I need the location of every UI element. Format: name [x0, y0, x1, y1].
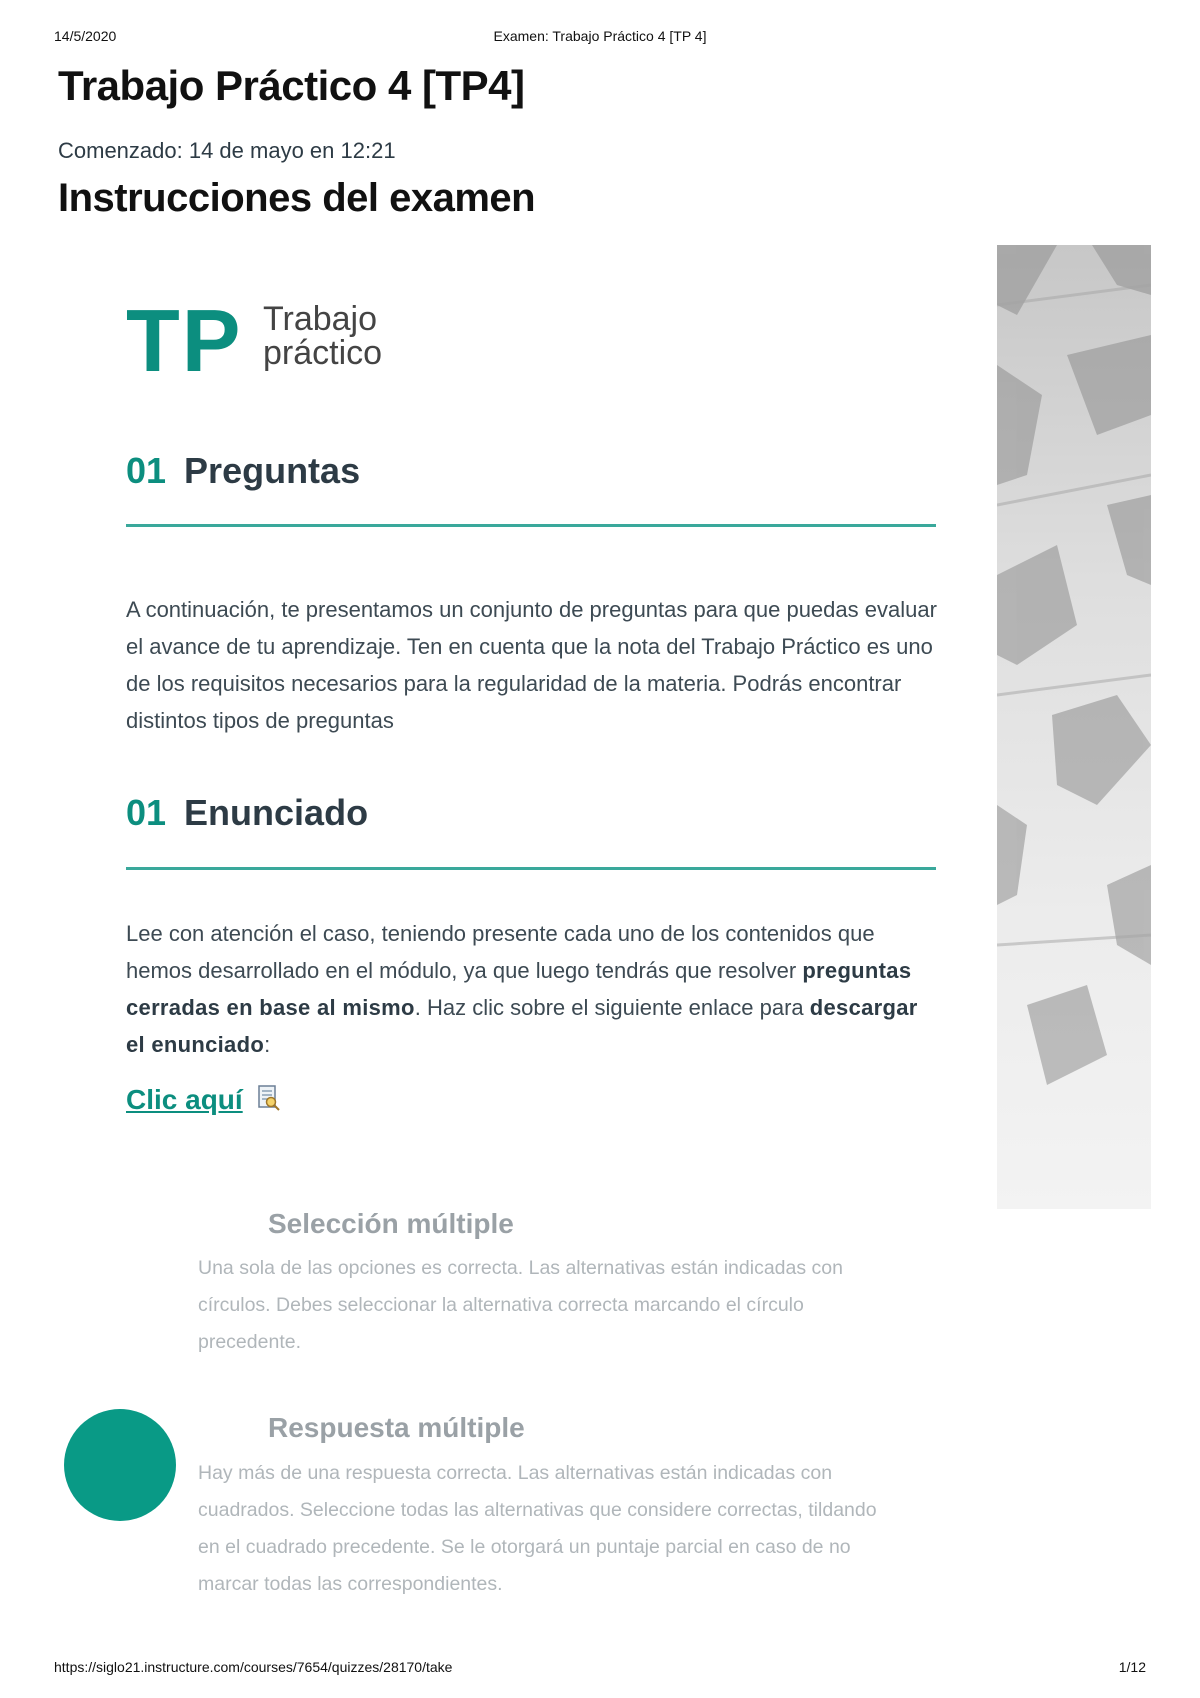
section-divider [126, 524, 936, 527]
print-header [54, 28, 1146, 46]
quiz-title: Trabajo Práctico 4 [TP4] [58, 62, 525, 109]
decorative-teal-circle [64, 1409, 176, 1521]
statement-text-3: : [264, 1032, 271, 1057]
tp-logo [126, 291, 406, 390]
questions-description: A continuación, te presentamos un conjunto de preguntas para que puedas evaluar el avance de tu aprendizaje. Ten en cuenta que la nota del Trabajo Práctico es uno de los requisitos necesarios para la regularidad de la materia. Podrás encontrar distintos tipos de preguntas [126, 597, 937, 733]
statement-description [126, 915, 941, 1063]
section-label: Preguntas [184, 450, 361, 491]
question-type-title: Selección múltiple [268, 1208, 514, 1239]
print-document-title: Examen: Trabajo Práctico 4 [TP 4] [493, 28, 707, 44]
tp-logo-mark: TP [126, 291, 243, 390]
statement-text-2: . Haz clic sobre el siguiente enlace para [414, 995, 810, 1020]
print-date: 14/5/2020 [54, 28, 117, 44]
question-type-description: Hay más de una respuesta correcta. Las alternativas están indicadas con cuadrados. Seleccione todas las alternativas que considere correctas, tildando en el cuadrado precedente. Se le otorgará un puntaje parcial en caso de no marcar todas las correspondientes. [198, 1462, 877, 1595]
print-footer [54, 1659, 1146, 1677]
tp-logo-line1: Trabajo [263, 300, 378, 338]
statement-text-1: Lee con atención el caso, teniendo presente cada uno de los contenidos que hemos desarrollado en el módulo, ya que luego tendrás que resolver [126, 921, 875, 983]
section-divider [126, 867, 936, 870]
started-timestamp: Comenzado: 14 de mayo en 12:21 [58, 138, 396, 163]
question-type-title: Respuesta múltiple [268, 1412, 525, 1443]
print-url: https://siglo21.instructure.com/courses/7654/quizzes/28170/take [54, 1659, 453, 1675]
section-label: Enunciado [184, 792, 369, 833]
tp-logo-line2: práctico [263, 334, 383, 372]
section-number: 01 [126, 450, 167, 491]
section-number: 01 [126, 792, 167, 833]
section-statement-heading [126, 792, 936, 834]
decorative-architecture-image [997, 245, 1151, 1209]
statement-bold-2: descargar el enunciado [126, 995, 918, 1057]
statement-bold-1: preguntas cerradas en base al mismo [126, 958, 912, 1020]
download-link-row [126, 1084, 280, 1118]
instructions-heading: Instrucciones del examen [58, 176, 536, 220]
question-type-description: Una sola de las opciones es correcta. Las alternativas están indicadas con círculos. Debes seleccionar la alternativa correcta marcando el círculo precedente. [198, 1257, 843, 1353]
document-magnifier-icon[interactable] [258, 1085, 280, 1118]
download-statement-link[interactable]: Clic aquí [126, 1084, 243, 1115]
section-questions-heading [126, 450, 936, 492]
page-number: 1/12 [1118, 1659, 1146, 1675]
